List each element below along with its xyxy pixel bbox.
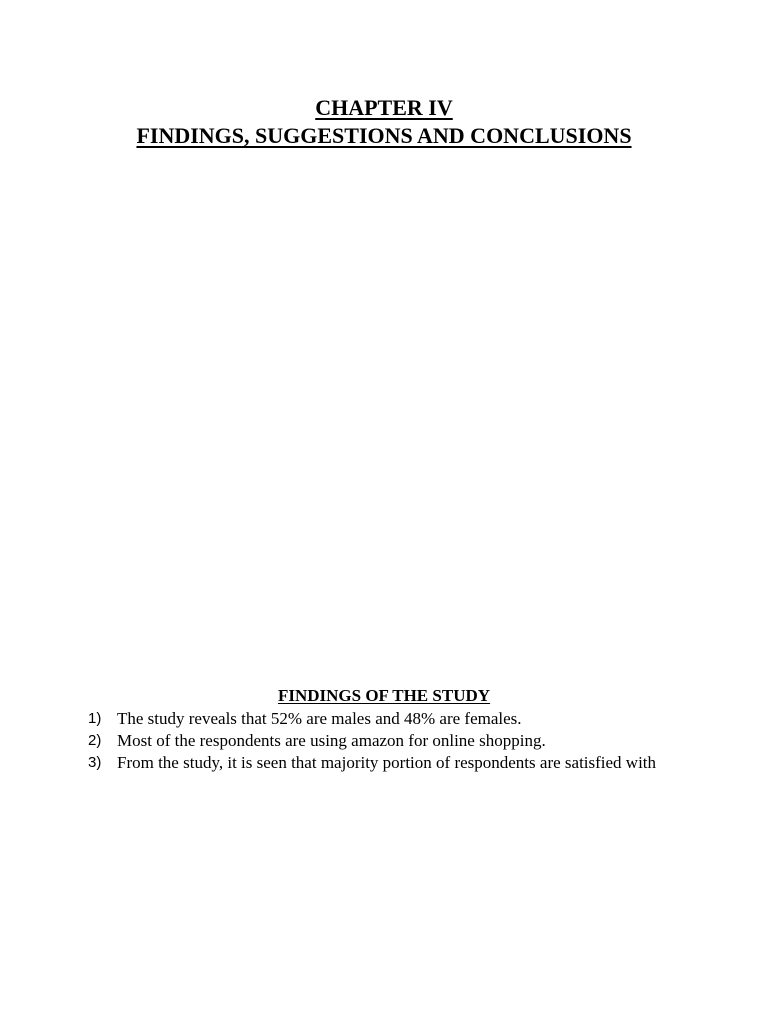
list-item-text: Most of the respondents are using amazon for online shopping.	[117, 731, 546, 750]
findings-heading: FINDINGS OF THE STUDY	[277, 686, 491, 705]
chapter-number: CHAPTER IV	[315, 95, 453, 120]
list-item	[88, 752, 728, 774]
list-item-number: 3)	[88, 754, 102, 771]
list-item-number: 2)	[88, 732, 102, 749]
chapter-header	[0, 94, 768, 150]
list-item	[88, 730, 728, 752]
list-item	[88, 708, 728, 730]
list-item-number: 1)	[88, 710, 102, 727]
list-item-text: From the study, it is seen that majority portion of respondents are satisfied with	[117, 753, 657, 772]
chapter-title: FINDINGS, SUGGESTIONS AND CONCLUSIONS	[136, 123, 632, 148]
findings-section	[0, 684, 768, 772]
list-item-text: The study reveals that 52% are males and 48% are females.	[117, 709, 522, 728]
findings-list	[88, 708, 728, 774]
